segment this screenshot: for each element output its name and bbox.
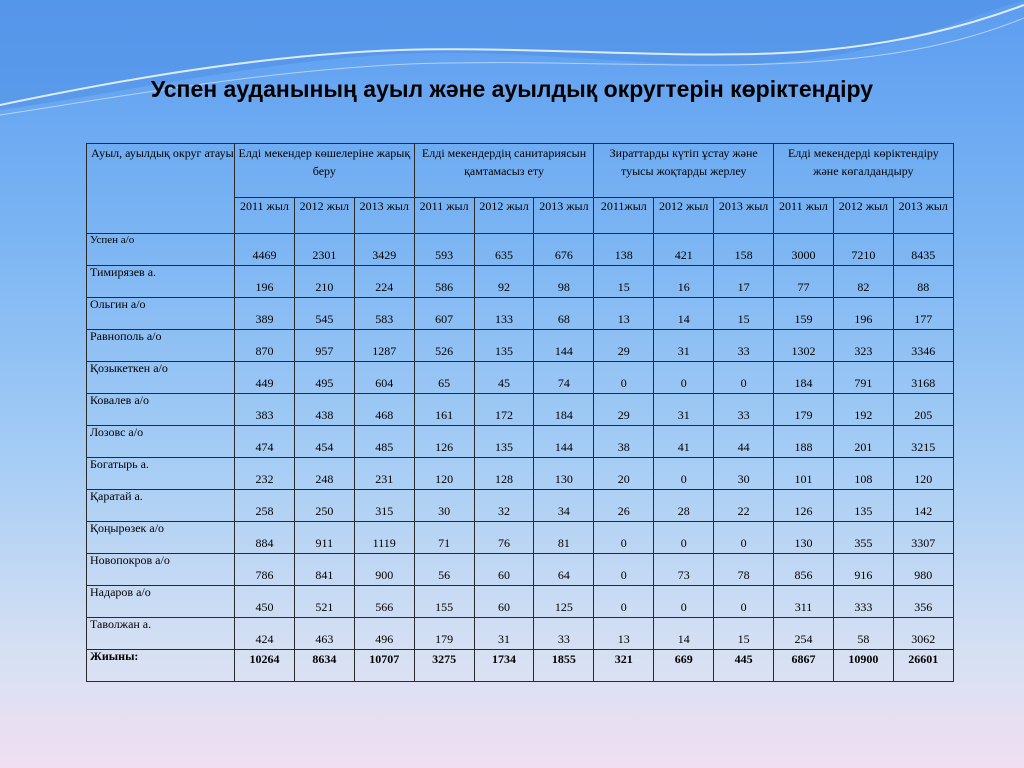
value-cell: 0: [654, 586, 714, 618]
value-cell: 0: [714, 522, 774, 554]
value-cell: 34: [534, 490, 594, 522]
table-row: [87, 586, 954, 618]
value-cell: 179: [774, 394, 834, 426]
value-cell: 311: [774, 586, 834, 618]
value-cell: 172: [474, 394, 534, 426]
value-cell: 676: [534, 234, 594, 266]
value-cell: 786: [235, 554, 295, 586]
value-cell: 38: [594, 426, 654, 458]
year-header-cell: 2013 жыл: [534, 198, 594, 234]
value-cell: 0: [594, 554, 654, 586]
value-cell: 424: [235, 618, 295, 650]
value-cell: 210: [294, 266, 354, 298]
value-cell: 315: [354, 490, 414, 522]
value-cell: 15: [594, 266, 654, 298]
value-cell: 15: [714, 618, 774, 650]
value-cell: 445: [714, 650, 774, 682]
value-cell: 71: [414, 522, 474, 554]
value-cell: 4469: [235, 234, 295, 266]
value-cell: 32: [474, 490, 534, 522]
year-header-cell: 2012 жыл: [654, 198, 714, 234]
value-cell: 383: [235, 394, 295, 426]
value-cell: 856: [774, 554, 834, 586]
value-cell: 161: [414, 394, 474, 426]
value-cell: 14: [654, 298, 714, 330]
value-cell: 3168: [893, 362, 953, 394]
value-cell: 485: [354, 426, 414, 458]
table-row: [87, 394, 954, 426]
value-cell: 13: [594, 618, 654, 650]
value-cell: 159: [774, 298, 834, 330]
value-cell: 130: [774, 522, 834, 554]
value-cell: 144: [534, 426, 594, 458]
settlement-name-header: Ауыл, ауылдық округ атауы: [87, 144, 235, 234]
table-row: [87, 362, 954, 394]
settlement-name-cell: Тимирязев а.: [87, 266, 235, 298]
value-cell: 8634: [294, 650, 354, 682]
year-header-cell: 2013 жыл: [893, 198, 953, 234]
value-cell: 60: [474, 586, 534, 618]
value-cell: 607: [414, 298, 474, 330]
year-header-cell: 2011 жыл: [774, 198, 834, 234]
value-cell: 438: [294, 394, 354, 426]
value-cell: 980: [893, 554, 953, 586]
value-cell: 911: [294, 522, 354, 554]
value-cell: 33: [534, 618, 594, 650]
value-cell: 77: [774, 266, 834, 298]
value-cell: 29: [594, 394, 654, 426]
value-cell: 0: [654, 458, 714, 490]
value-cell: 566: [354, 586, 414, 618]
value-cell: 250: [294, 490, 354, 522]
value-cell: 254: [774, 618, 834, 650]
value-cell: 496: [354, 618, 414, 650]
value-cell: 82: [833, 266, 893, 298]
value-cell: 138: [594, 234, 654, 266]
value-cell: 196: [235, 266, 295, 298]
value-cell: 583: [354, 298, 414, 330]
value-cell: 0: [714, 586, 774, 618]
value-cell: 28: [654, 490, 714, 522]
value-cell: 495: [294, 362, 354, 394]
value-cell: 125: [534, 586, 594, 618]
value-cell: 133: [474, 298, 534, 330]
value-cell: 120: [414, 458, 474, 490]
value-cell: 130: [534, 458, 594, 490]
value-cell: 31: [654, 394, 714, 426]
value-cell: 33: [714, 394, 774, 426]
value-cell: 22: [714, 490, 774, 522]
value-cell: 333: [833, 586, 893, 618]
value-cell: 177: [893, 298, 953, 330]
year-header-cell: 2013 жыл: [714, 198, 774, 234]
value-cell: 1855: [534, 650, 594, 682]
value-cell: 8435: [893, 234, 953, 266]
year-header-cell: 2011жыл: [594, 198, 654, 234]
settlement-name-cell: Қоңырөзек а/о: [87, 522, 235, 554]
value-cell: 10264: [235, 650, 295, 682]
value-cell: 593: [414, 234, 474, 266]
value-cell: 88: [893, 266, 953, 298]
value-cell: 604: [354, 362, 414, 394]
value-cell: 224: [354, 266, 414, 298]
value-cell: 3346: [893, 330, 953, 362]
value-cell: 321: [594, 650, 654, 682]
value-cell: 669: [654, 650, 714, 682]
value-cell: 7210: [833, 234, 893, 266]
table-row: [87, 618, 954, 650]
settlement-name-cell: Қаратай а.: [87, 490, 235, 522]
settlement-name-cell: Ольгин а/о: [87, 298, 235, 330]
value-cell: 92: [474, 266, 534, 298]
value-cell: 120: [893, 458, 953, 490]
value-cell: 3429: [354, 234, 414, 266]
value-cell: 196: [833, 298, 893, 330]
total-row: [87, 650, 954, 682]
value-cell: 101: [774, 458, 834, 490]
value-cell: 449: [235, 362, 295, 394]
value-cell: 16: [654, 266, 714, 298]
value-cell: 248: [294, 458, 354, 490]
value-cell: 135: [833, 490, 893, 522]
value-cell: 463: [294, 618, 354, 650]
value-cell: 81: [534, 522, 594, 554]
year-header-cell: 2013 жыл: [354, 198, 414, 234]
value-cell: 142: [893, 490, 953, 522]
group-header-landscaping: Елді мекендерді көріктендіру және көгалдандыру: [774, 144, 954, 198]
value-cell: 258: [235, 490, 295, 522]
group-header-lighting: Елді мекендер көшелеріне жарық беру: [235, 144, 415, 198]
value-cell: 791: [833, 362, 893, 394]
value-cell: 20: [594, 458, 654, 490]
value-cell: 474: [235, 426, 295, 458]
value-cell: 3307: [893, 522, 953, 554]
settlement-name-cell: Лозовс а/о: [87, 426, 235, 458]
year-header-cell: 2011 жыл: [235, 198, 295, 234]
value-cell: 128: [474, 458, 534, 490]
value-cell: 78: [714, 554, 774, 586]
value-cell: 545: [294, 298, 354, 330]
value-cell: 60: [474, 554, 534, 586]
table-row: [87, 330, 954, 362]
value-cell: 231: [354, 458, 414, 490]
year-header-cell: 2012 жыл: [474, 198, 534, 234]
value-cell: 3275: [414, 650, 474, 682]
value-cell: 323: [833, 330, 893, 362]
value-cell: 586: [414, 266, 474, 298]
settlement-name-cell: Таволжан а.: [87, 618, 235, 650]
settlement-name-cell: Ковалев а/о: [87, 394, 235, 426]
value-cell: 201: [833, 426, 893, 458]
value-cell: 15: [714, 298, 774, 330]
value-cell: 884: [235, 522, 295, 554]
value-cell: 6867: [774, 650, 834, 682]
table-row: [87, 522, 954, 554]
value-cell: 31: [654, 330, 714, 362]
value-cell: 158: [714, 234, 774, 266]
group-header-row: [87, 144, 954, 198]
value-cell: 1302: [774, 330, 834, 362]
value-cell: 468: [354, 394, 414, 426]
settlement-name-cell: Қозыкеткен а/о: [87, 362, 235, 394]
value-cell: 58: [833, 618, 893, 650]
value-cell: 17: [714, 266, 774, 298]
value-cell: 29: [594, 330, 654, 362]
value-cell: 870: [235, 330, 295, 362]
value-cell: 14: [654, 618, 714, 650]
value-cell: 0: [714, 362, 774, 394]
table-row: [87, 234, 954, 266]
value-cell: 68: [534, 298, 594, 330]
value-cell: 30: [414, 490, 474, 522]
value-cell: 31: [474, 618, 534, 650]
value-cell: 205: [893, 394, 953, 426]
statistics-table: [86, 143, 954, 682]
value-cell: 389: [235, 298, 295, 330]
value-cell: 421: [654, 234, 714, 266]
value-cell: 232: [235, 458, 295, 490]
value-cell: 155: [414, 586, 474, 618]
value-cell: 98: [534, 266, 594, 298]
settlement-name-cell: Богатырь а.: [87, 458, 235, 490]
value-cell: 355: [833, 522, 893, 554]
year-header-cell: 2012 жыл: [833, 198, 893, 234]
table-row: [87, 458, 954, 490]
value-cell: 454: [294, 426, 354, 458]
year-header-cell: 2012 жыл: [294, 198, 354, 234]
group-header-sanitation: Елді мекендердің санитариясын қамтамасыз ету: [414, 144, 594, 198]
table-row: [87, 490, 954, 522]
value-cell: 65: [414, 362, 474, 394]
value-cell: 3062: [893, 618, 953, 650]
value-cell: 10707: [354, 650, 414, 682]
value-cell: 0: [654, 522, 714, 554]
value-cell: 635: [474, 234, 534, 266]
value-cell: 0: [594, 586, 654, 618]
value-cell: 900: [354, 554, 414, 586]
value-cell: 1287: [354, 330, 414, 362]
table-row: [87, 426, 954, 458]
value-cell: 916: [833, 554, 893, 586]
value-cell: 30: [714, 458, 774, 490]
value-cell: 45: [474, 362, 534, 394]
settlement-name-cell: Надаров а/о: [87, 586, 235, 618]
table-row: [87, 298, 954, 330]
slide-title: Успен ауданының ауыл және ауылдық округтерін көріктендіру: [150, 76, 874, 102]
value-cell: 3215: [893, 426, 953, 458]
value-cell: 144: [534, 330, 594, 362]
value-cell: 184: [774, 362, 834, 394]
value-cell: 1119: [354, 522, 414, 554]
value-cell: 450: [235, 586, 295, 618]
value-cell: 33: [714, 330, 774, 362]
value-cell: 841: [294, 554, 354, 586]
value-cell: 10900: [833, 650, 893, 682]
settlement-name-cell: Равнополь а/о: [87, 330, 235, 362]
value-cell: 0: [594, 362, 654, 394]
value-cell: 126: [414, 426, 474, 458]
value-cell: 192: [833, 394, 893, 426]
value-cell: 135: [474, 426, 534, 458]
value-cell: 26601: [893, 650, 953, 682]
value-cell: 126: [774, 490, 834, 522]
value-cell: 44: [714, 426, 774, 458]
value-cell: 179: [414, 618, 474, 650]
table-row: [87, 554, 954, 586]
value-cell: 26: [594, 490, 654, 522]
value-cell: 188: [774, 426, 834, 458]
value-cell: 356: [893, 586, 953, 618]
value-cell: 56: [414, 554, 474, 586]
value-cell: 74: [534, 362, 594, 394]
settlement-name-cell: Новопокров а/о: [87, 554, 235, 586]
value-cell: 521: [294, 586, 354, 618]
value-cell: 184: [534, 394, 594, 426]
value-cell: 2301: [294, 234, 354, 266]
value-cell: 526: [414, 330, 474, 362]
settlement-name-cell: Жиыны:: [87, 650, 235, 682]
value-cell: 41: [654, 426, 714, 458]
value-cell: 1734: [474, 650, 534, 682]
value-cell: 108: [833, 458, 893, 490]
value-cell: 0: [654, 362, 714, 394]
value-cell: 73: [654, 554, 714, 586]
table-row: [87, 266, 954, 298]
header-wave-decoration: [0, 0, 1024, 130]
settlement-name-cell: Успен а/о: [87, 234, 235, 266]
value-cell: 135: [474, 330, 534, 362]
value-cell: 76: [474, 522, 534, 554]
value-cell: 957: [294, 330, 354, 362]
value-cell: 13: [594, 298, 654, 330]
year-header-cell: 2011 жыл: [414, 198, 474, 234]
group-header-cemeteries: Зираттарды күтіп ұстау және туысы жоқтарды жерлеу: [594, 144, 774, 198]
value-cell: 3000: [774, 234, 834, 266]
value-cell: 0: [594, 522, 654, 554]
value-cell: 64: [534, 554, 594, 586]
